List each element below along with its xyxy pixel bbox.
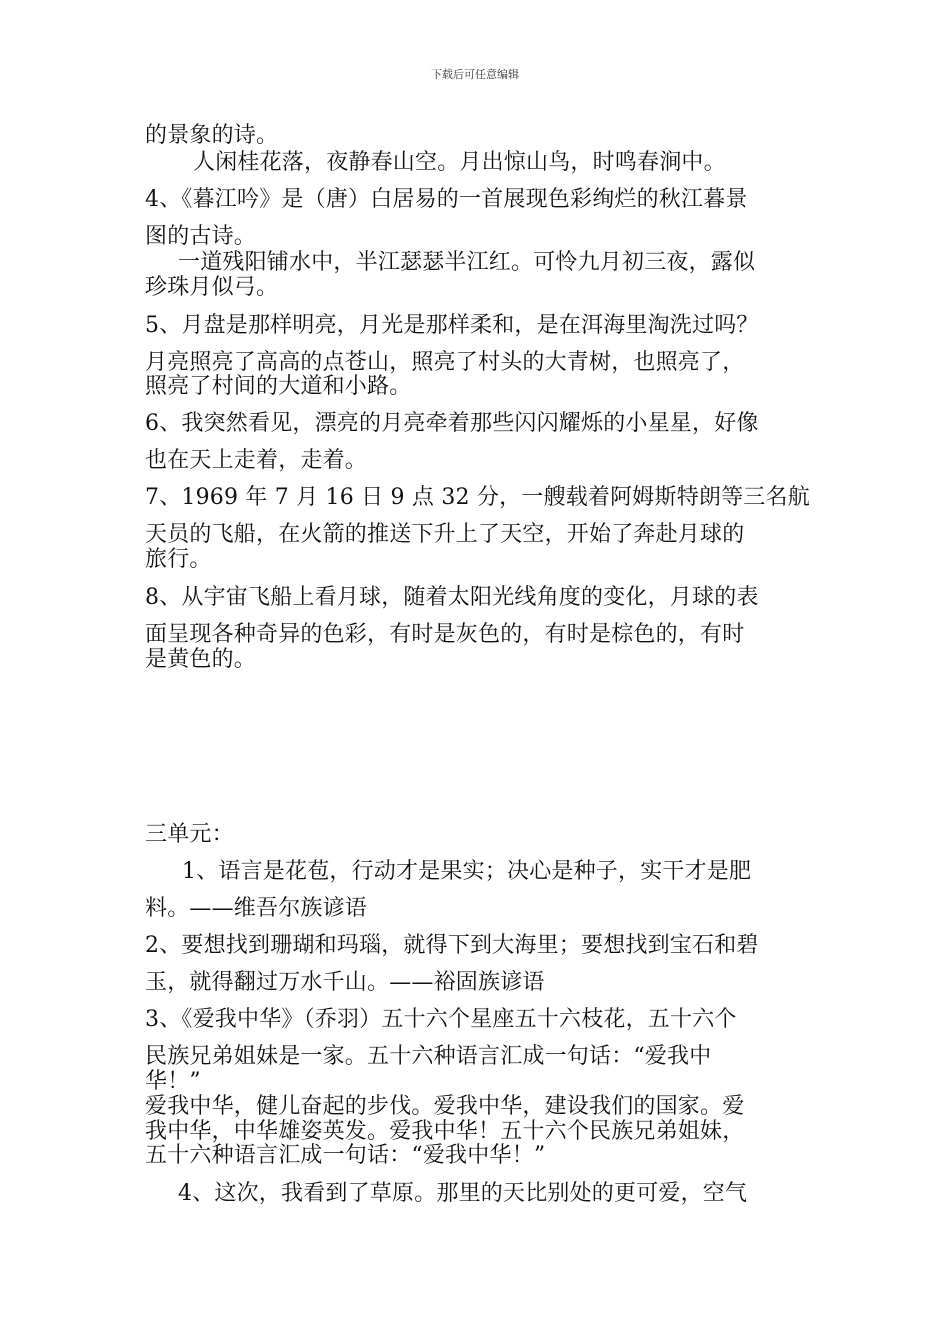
- text-line: 8、从宇宙飞船上看月球，随着太阳光线角度的变化，月球的表: [145, 585, 759, 610]
- text-line: 爱我中华，健儿奋起的步伐。爱我中华，建设我们的国家。爱: [145, 1094, 745, 1119]
- text-line: 人闲桂花落，夜静春山空。月出惊山鸟，时鸣春涧中。: [193, 150, 726, 175]
- text-line: 4、《暮江吟》是（唐）白居易的一首展现色彩绚烂的秋江暮景: [145, 187, 748, 212]
- text-line: 的景象的诗。: [145, 123, 279, 148]
- text-line: 2、要想找到珊瑚和玛瑙，就得下到大海里；要想找到宝石和碧: [145, 933, 759, 958]
- text-line: 玉，就得翻过万水千山。——裕固族谚语: [145, 970, 545, 995]
- text-line: 图的古诗。: [145, 224, 257, 249]
- text-line: 4、这次，我看到了草原。那里的天比别处的更可爱，空气: [178, 1181, 748, 1206]
- text-line: 6、我突然看见，漂亮的月亮牵着那些闪闪耀烁的小星星，好像: [145, 411, 759, 436]
- text-line: 照亮了村间的大道和小路。: [145, 374, 412, 399]
- text-line: 五十六种语言汇成一句话：“爱我中华！”: [145, 1143, 546, 1168]
- page-header: 下载后可任意编辑: [431, 68, 519, 81]
- text-line: 华！”: [145, 1069, 201, 1094]
- text-line: 5、月盘是那样明亮，月光是那样柔和，是在洱海里淘洗过吗？: [145, 313, 759, 338]
- text-line: 民族兄弟姐妹是一家。五十六种语言汇成一句话：“爱我中: [145, 1044, 712, 1069]
- text-line: 面呈现各种奇异的色彩，有时是灰色的，有时是棕色的，有时: [145, 622, 745, 647]
- text-line: 3、《爱我中华》（乔羽）五十六个星座五十六枝花，五十六个: [145, 1007, 737, 1032]
- section-heading: 三单元：: [145, 822, 234, 847]
- text-line: 也在天上走着，走着。: [145, 448, 368, 473]
- text-line: 我中华，中华雄姿英发。爱我中华！五十六个民族兄弟姐妹，: [145, 1119, 745, 1144]
- text-line: 天员的飞船，在火箭的推送下升上了天空，开始了奔赴月球的: [145, 522, 745, 547]
- text-line: 珍珠月似弓。: [145, 275, 279, 300]
- text-line: 旅行。: [145, 547, 212, 572]
- text-line: 1、语言是花苞，行动才是果实；决心是种子，实干才是肥: [182, 859, 752, 884]
- text-line: 是黄色的。: [145, 647, 257, 672]
- text-line: 料。——维吾尔族谚语: [145, 896, 368, 921]
- text-line: 一道残阳铺水中，半江瑟瑟半江红。可怜九月初三夜，露似: [178, 250, 756, 275]
- text-line: 7、1969 年 7 月 16 日 9 点 32 分，一艘载着阿姆斯特朗等三名航: [145, 485, 810, 510]
- text-line: 月亮照亮了高高的点苍山，照亮了村头的大青树，也照亮了，: [145, 350, 745, 375]
